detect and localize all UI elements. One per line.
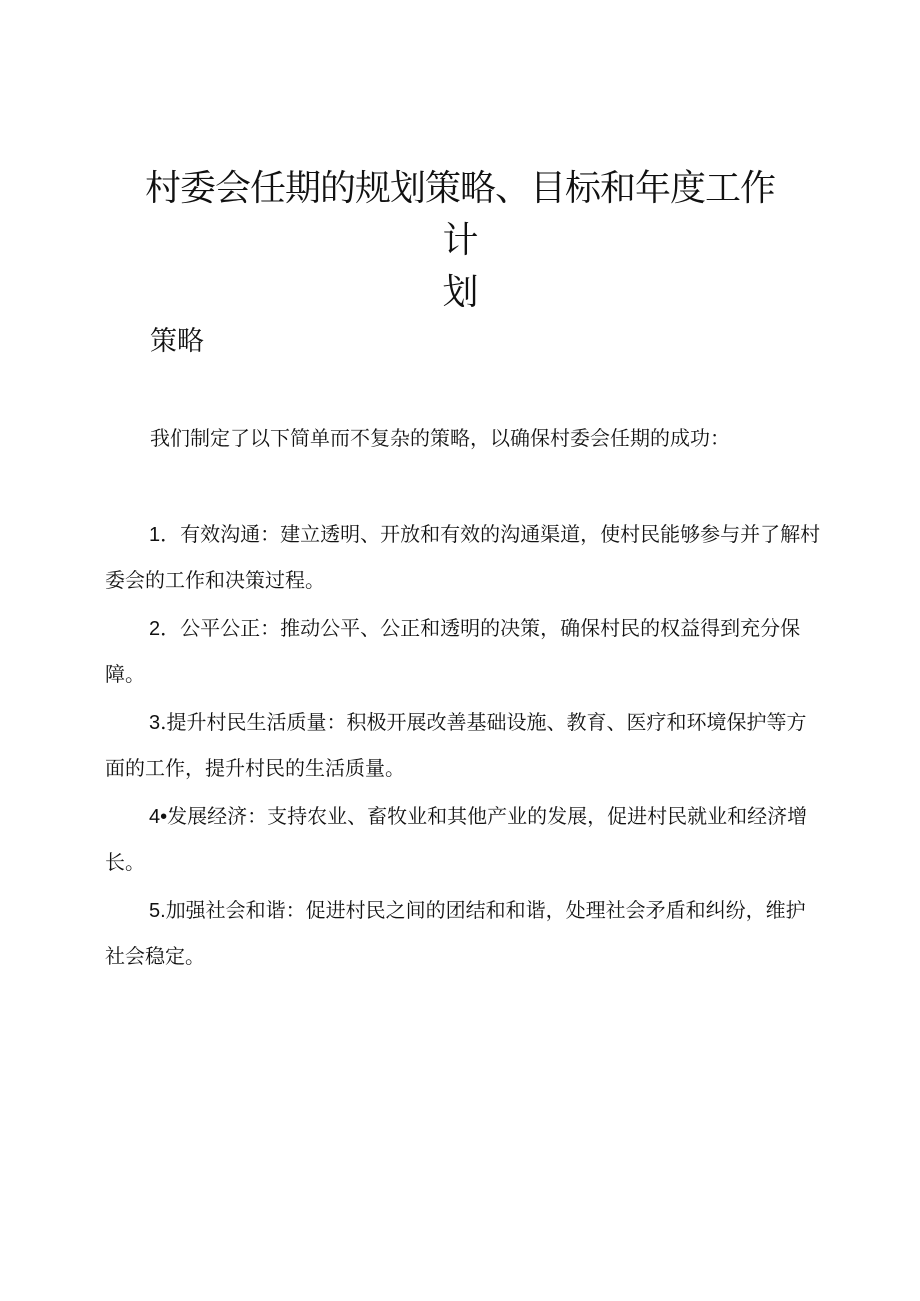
strategy-item-text: 加强社会和谐：促进村民之间的团结和和谐，处理社会矛盾和纠纷，维护社会稳定。 (105, 898, 806, 968)
strategy-item-5 (105, 888, 825, 979)
strategy-item-3 (105, 700, 825, 791)
strategy-list (105, 512, 825, 982)
strategy-item-text: ．公平公正：推动公平、公正和透明的决策，确保村民的权益得到充分保障。 (105, 616, 801, 686)
strategy-item-number: 5. (149, 900, 166, 922)
strategy-item-text: 发展经济：支持农业、畜牧业和其他产业的发展，促进村民就业和经济增长。 (105, 804, 808, 874)
document-title-line-1: 村委会任期的规划策略、目标和年度工作计 (144, 168, 775, 261)
strategy-item-number: 4• (149, 806, 168, 828)
document-title-line-2: 划 (442, 272, 478, 313)
strategy-item-text: .提升村民生活质量：积极开展改善基础设施、教育、医疗和环境保护等方面的工作，提升村民的生活质量。 (105, 710, 807, 780)
strategy-item-text: ．有效沟通：建立透明、开放和有效的沟通渠道，使村民能够参与并了解村委会的工作和决策过程。 (105, 522, 821, 592)
strategy-item-number: 2 (149, 618, 161, 640)
strategy-item-2 (105, 606, 825, 697)
strategy-item-number: 1 (149, 524, 161, 546)
strategy-item-number: 3 (149, 712, 161, 734)
intro-paragraph: 我们制定了以下简单而不复杂的策略，以确保村委会任期的成功： (150, 426, 730, 450)
section-heading-strategy: 策略 (150, 326, 204, 357)
document-title (140, 163, 780, 319)
strategy-item-1 (105, 512, 825, 603)
strategy-item-4 (105, 794, 825, 885)
